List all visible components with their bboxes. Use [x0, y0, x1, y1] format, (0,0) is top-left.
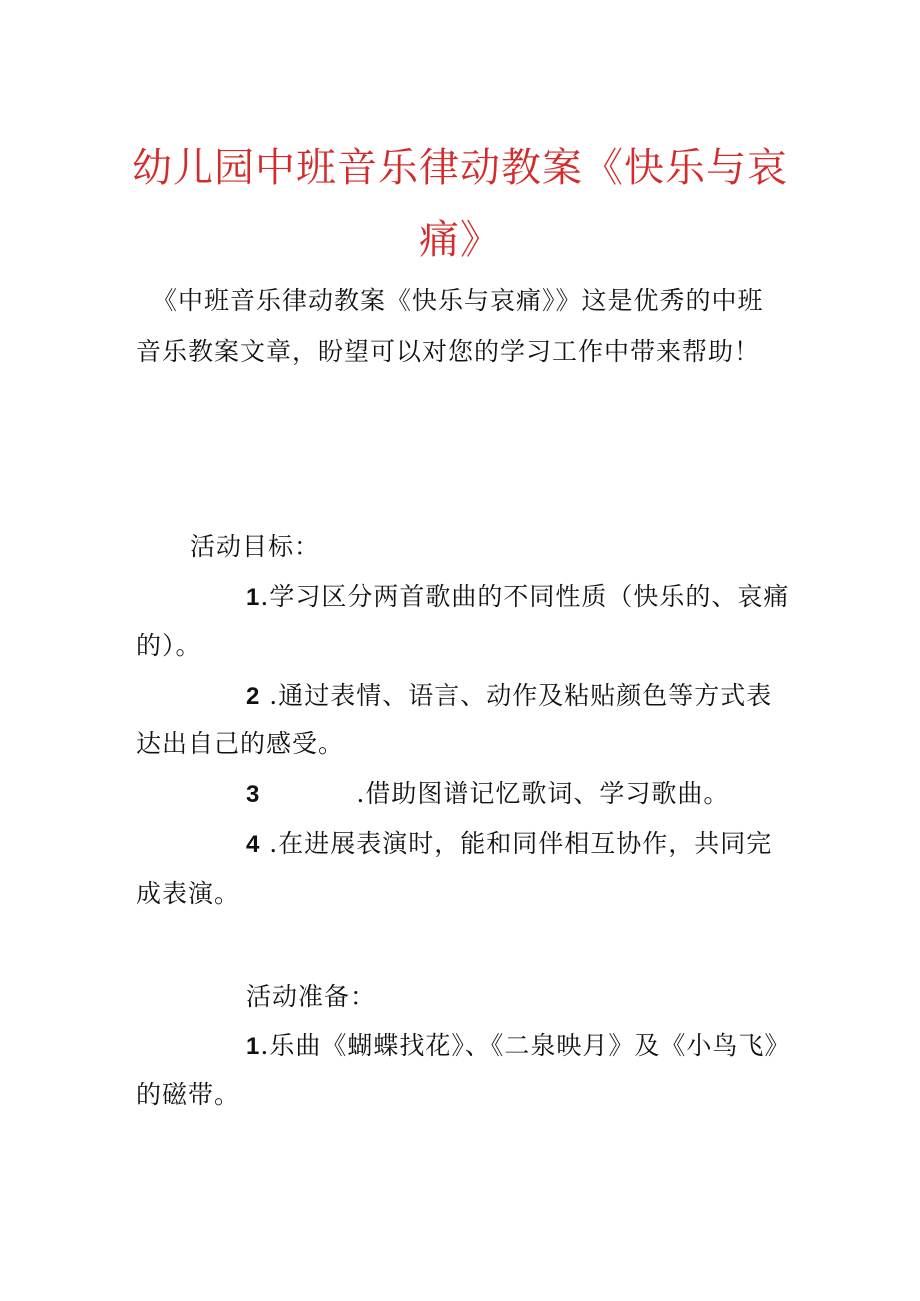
objective-number: 2	[246, 683, 261, 710]
objective-text: 在进展表演时，能和同伴相互协作，共同完	[278, 829, 773, 858]
objective-number: 1	[246, 584, 261, 611]
preparation-heading: 活动准备：	[246, 982, 377, 1011]
objective-separator: .	[260, 681, 279, 710]
preparation-item-1	[246, 1029, 790, 1064]
preparation-item-1-cont: 的磁带。	[136, 1080, 241, 1109]
preparation-separator: .	[260, 1031, 270, 1060]
intro-line-2: 音乐教案文章，盼望可以对您的学习工作中带来帮助！	[136, 337, 761, 366]
objective-separator: .	[260, 829, 279, 858]
objective-item-3	[246, 777, 729, 812]
objective-text: 通过表情、语言、动作及粘贴颜色等方式表	[278, 681, 773, 710]
objective-item-4	[246, 827, 772, 862]
objective-item-2	[246, 679, 772, 714]
objective-separator: .	[356, 779, 366, 808]
objectives-heading: 活动目标：	[190, 532, 321, 561]
objective-number: 4	[246, 831, 261, 858]
document-title-line-1: 幼儿园中班音乐律动教案《快乐与哀	[132, 145, 788, 191]
objective-number: 3	[246, 781, 261, 808]
intro-line-1: 《中班音乐律动教案《快乐与哀痛》》这是优秀的中班	[152, 286, 764, 315]
document-title-line-2: 痛》	[419, 217, 501, 263]
objective-separator: .	[260, 582, 270, 611]
objective-text: 学习区分两首歌曲的不同性质（快乐的、哀痛	[269, 582, 790, 611]
objective-item-2-cont: 达出自己的感受。	[136, 729, 345, 758]
preparation-number: 1	[246, 1033, 261, 1060]
preparation-text: 乐曲《蝴蝶找花》、《二泉映月》及《小鸟飞》	[269, 1031, 791, 1060]
objective-item-1	[246, 580, 789, 615]
objective-item-1-cont: 的）。	[136, 631, 202, 660]
objective-text: 借助图谱记忆歌词、学习歌曲。	[365, 779, 730, 808]
objective-item-4-cont: 成表演。	[136, 879, 241, 908]
